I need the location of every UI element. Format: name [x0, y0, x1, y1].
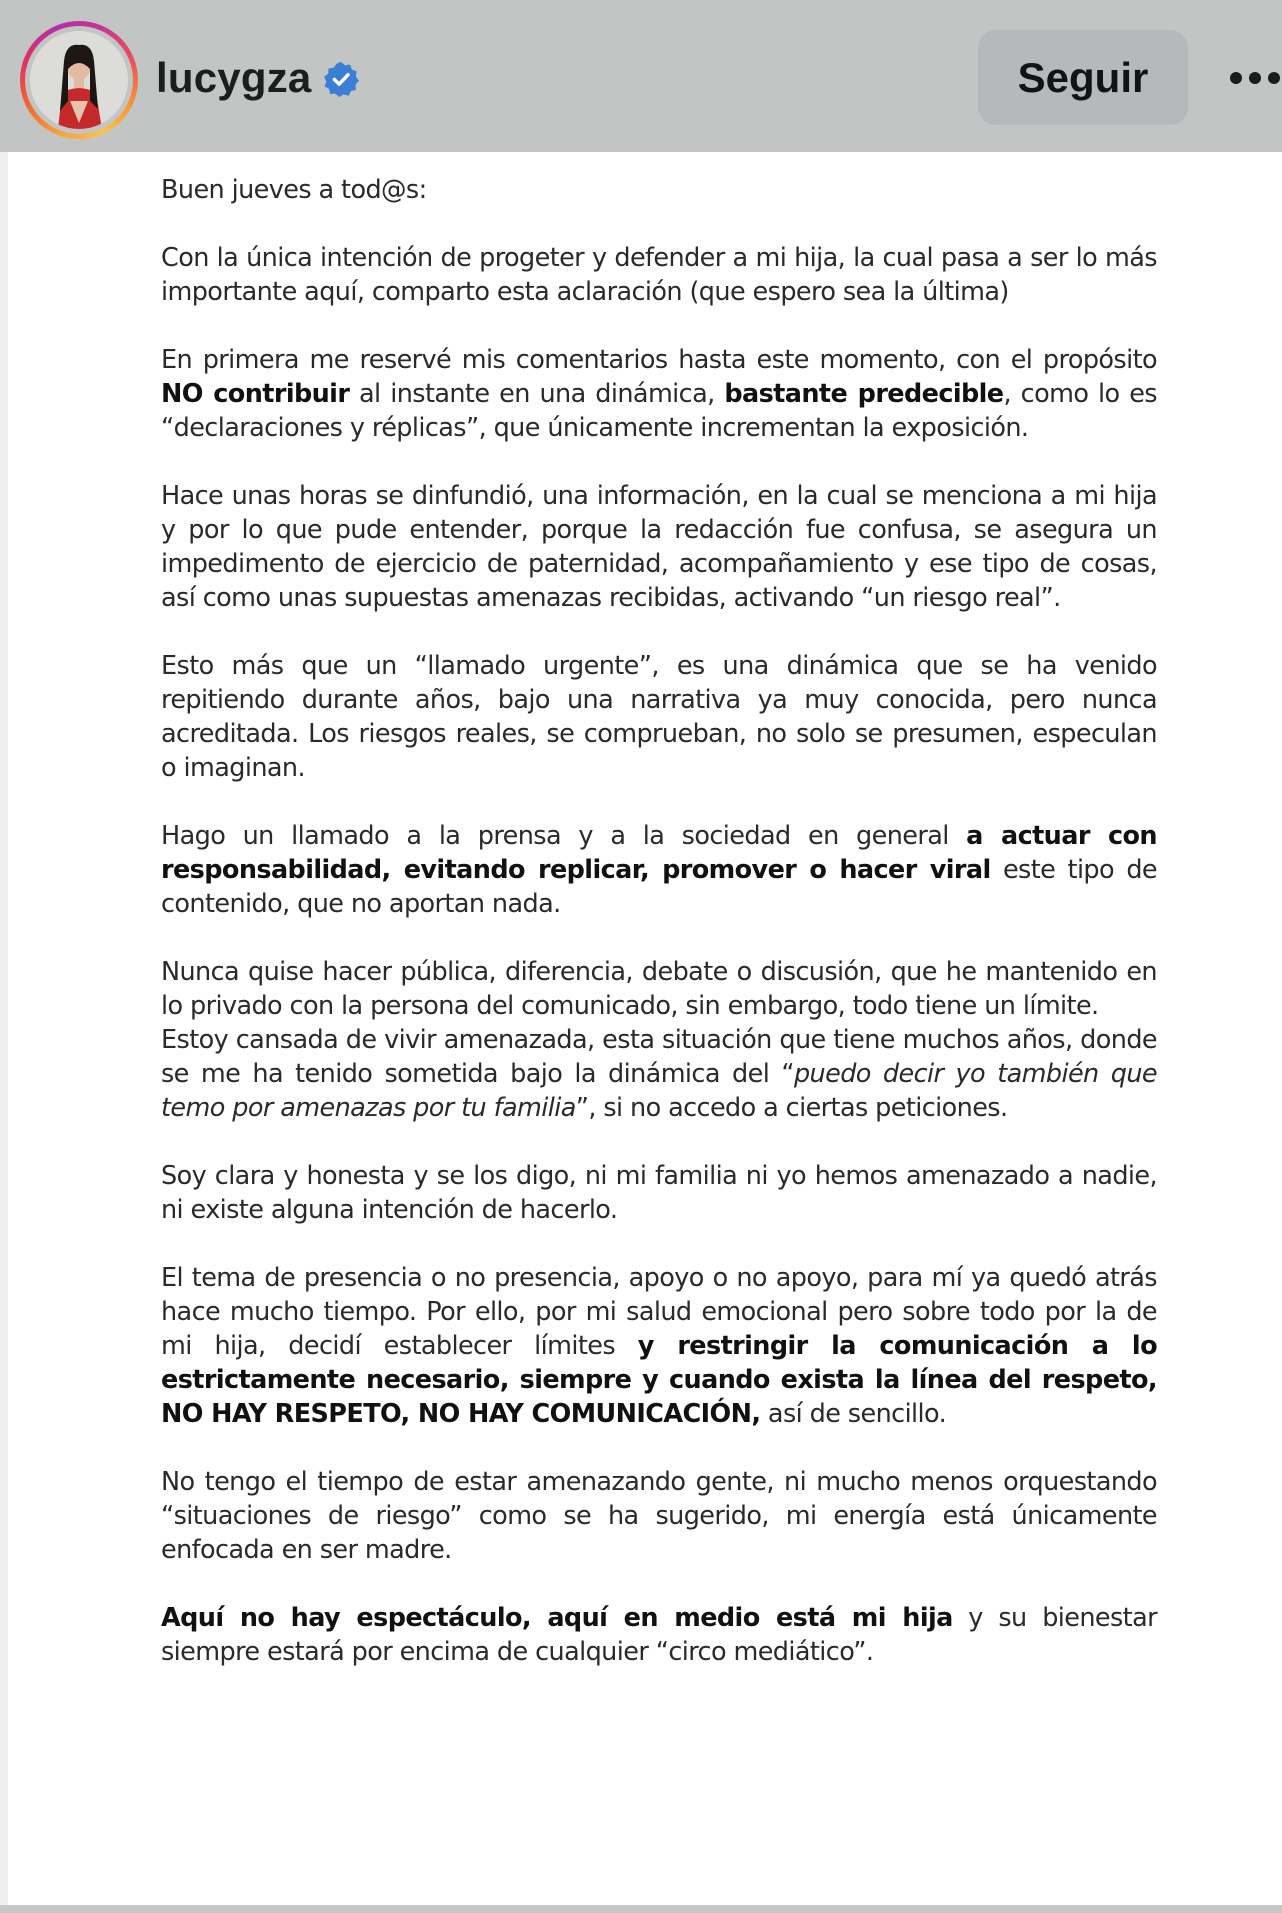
paragraph-urgent-call	[161, 649, 1157, 785]
paragraph-text: Con la única intención de progeter y defender a mi hija, la cual pasa a ser lo más importante aquí, comparto esta aclaración (que espero sea la última)	[161, 243, 1157, 307]
emphasis-text: y restringir la comunicación a lo estrictamente necesario, siempre y cuando exista la línea del respeto, NO HAY RESPETO, NO HAY COMUNICACIÓN,	[161, 1331, 1157, 1429]
paragraph-text: así de sencillo.	[760, 1399, 947, 1429]
post-header	[0, 0, 1282, 152]
paragraph-text: , como lo es “declaraciones y réplicas”, que únicamente incrementan la exposición.	[161, 379, 1157, 443]
more-dot	[1268, 72, 1280, 84]
paragraph-never-public	[161, 955, 1157, 1023]
greeting-text: Buen jueves a tod@s:	[161, 175, 427, 205]
paragraph-reserve	[161, 343, 1157, 445]
statement-document	[161, 173, 1157, 1669]
greeting-paragraph	[161, 173, 1157, 207]
paragraph-text: Esto más que un “llamado urgente”, es una dinámica que se ha venido repitiendo durante años, bajo una narrativa ya muy conocida, pero nunca acreditada. Los riesgos reales, se comprueban, no solo se presumen, especulan o imaginan.	[161, 651, 1157, 783]
paragraph-text: Soy clara y honesta y se los digo, ni mi familia ni yo hemos amenazado a nadie, ni existe alguna intención de hacerlo.	[161, 1161, 1157, 1225]
verified-badge-icon	[322, 60, 360, 98]
emphasis-text: Aquí no hay espectáculo, aquí en medio está mi hija	[161, 1603, 953, 1633]
paragraph-text: Hace unas horas se dinfundió, una información, en la cual se menciona a mi hija y por lo que pude entender, porque la redacción fue confusa, se asegura un impedimento de ejercicio de paternidad, acompañamiento y ese tipo de cosas, así como unas supuestas amenazas recibidas, activando “un riesgo real”.	[161, 481, 1157, 613]
paragraph-text: Nunca quise hacer pública, diferencia, debate o discusión, que he mantenido en lo privado con la persona del comunicado, sin embargo, todo tiene un límite.	[161, 957, 1157, 1021]
paragraph-intention	[161, 241, 1157, 309]
paragraph-press-call	[161, 819, 1157, 921]
username[interactable]: lucygza	[156, 54, 312, 101]
paragraph-text: No tengo el tiempo de estar amenazando gente, ni mucho menos orquestando “situaciones de riesgo” como se ha sugerido, mi energía está únicamente enfocada en ser madre.	[161, 1467, 1157, 1565]
avatar-story-ring[interactable]	[20, 21, 138, 139]
paragraph-text: Estoy cansada de vivir amenazada, esta situación que tiene muchos años, donde se me ha tenido sometida bajo la dinámica del “	[161, 1025, 1157, 1089]
paragraph-text: Hago un llamado a la prensa y a la sociedad en general	[161, 821, 967, 851]
follow-button[interactable]: Seguir	[978, 30, 1188, 125]
paragraph-text: ”, si no accedo a ciertas peticiones.	[575, 1093, 1008, 1123]
left-edge-strip	[0, 152, 8, 1906]
emphasis-text: a actuar con responsabilidad, evitando replicar, promover o hacer viral	[161, 821, 1157, 885]
paragraph-text: El tema de presencia o no presencia, apoyo o no apoyo, para mí ya quedó atrás hace mucho tiempo. Por ello, por mi salud emocional pero sobre todo por la de mi hija, decidí establecer límites	[161, 1263, 1157, 1361]
avatar[interactable]	[30, 31, 128, 129]
emphasis-text: NO contribuir	[161, 379, 350, 409]
paragraph-limits	[161, 1261, 1157, 1431]
more-dot	[1249, 72, 1261, 84]
paragraph-closing	[161, 1601, 1157, 1669]
paragraph-text: este tipo de contenido, que no aportan nada.	[161, 855, 1157, 919]
more-horizontal-icon[interactable]	[1228, 66, 1282, 92]
emphasis-text: bastante predecible	[724, 379, 1004, 409]
paragraph-honest	[161, 1159, 1157, 1227]
paragraph-information	[161, 479, 1157, 615]
paragraph-threatened	[161, 1023, 1157, 1125]
bottom-divider	[0, 1905, 1282, 1913]
paragraph-text: y su bienestar siempre estará por encima de cualquier “circo mediático”.	[161, 1603, 1157, 1667]
avatar-photo-icon	[30, 31, 128, 129]
paragraph-text: En primera me reservé mis comentarios hasta este momento, con el propósito	[161, 345, 1157, 375]
italic-quote-text: puedo decir yo también que temo por amenazas por tu familia	[161, 1059, 1157, 1123]
paragraph-text: al instante en una dinámica,	[349, 379, 725, 409]
more-dot	[1230, 72, 1242, 84]
paragraph-no-time	[161, 1465, 1157, 1567]
